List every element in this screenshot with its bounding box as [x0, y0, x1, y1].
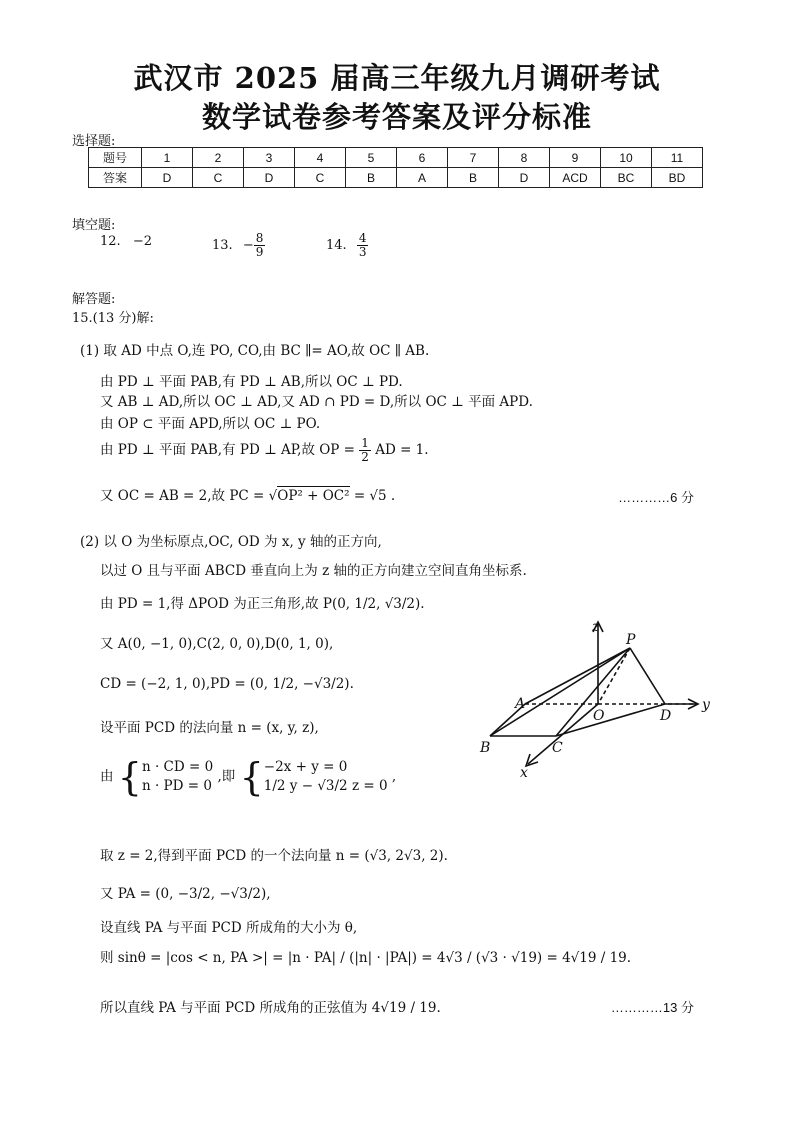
solution-line: 又 PA = (0, −3/2, −√3/2), [100, 886, 271, 902]
fill-answer-12 [100, 234, 152, 249]
question-number: 13. [212, 238, 233, 253]
line-text: 又 OC = AB = 2,故 PC = [100, 488, 265, 504]
table-cell: A [397, 168, 448, 188]
solution-line: (1) 取 AD 中点 O,连 PO, CO,由 BC ∥= AO,故 OC ∥ AB. [80, 343, 430, 359]
line-text: ,即 [217, 768, 236, 785]
edge-PD [630, 648, 665, 704]
solution-line: 取 z = 2,得到平面 PCD 的一个法向量 n = (√3, 2√3, 2). [100, 848, 448, 864]
label-y: y [702, 697, 710, 713]
sqrt-sign: √ [268, 488, 278, 504]
solution-line: 则 sinθ = |cos < n, PA >| = |n · PA| / (|n| · |PA|) = 4√3 / (√3 · √19) = 4√19 / 19. [100, 950, 632, 966]
question-15-heading: 15.(13 分)解: [72, 311, 154, 326]
choice-section-label: 选择题: [72, 134, 116, 149]
label-C: C [552, 740, 563, 756]
solution-line: 又 A(0, −1, 0),C(2, 0, 0),D(0, 1, 0), [100, 636, 334, 652]
fraction-denominator: 9 [255, 245, 264, 259]
fraction-numerator: 8 [255, 231, 264, 245]
edge-CD [556, 704, 665, 736]
brace: { [117, 755, 142, 799]
equation: n · CD = 0 [141, 759, 214, 775]
table-cell: 3 [244, 148, 295, 168]
table-cell: 9 [550, 148, 601, 168]
equation: n · PD = 0 [141, 778, 212, 794]
line-text: 由 PD ⊥ 平面 PAB,有 PD ⊥ AP,故 OP = [100, 442, 355, 458]
fill-answer-13 [212, 232, 265, 259]
solution-line: (2) 以 O 为坐标原点,OC, OD 为 x, y 轴的正方向, [80, 534, 382, 550]
table-cell: BD [652, 168, 703, 188]
equation-system [142, 758, 213, 796]
table-cell: 7 [448, 148, 499, 168]
sqrt-radicand: OP² + OC² [277, 488, 350, 504]
solution-line: 由 OP ⊂ 平面 APD,所以 OC ⊥ PO. [100, 416, 321, 432]
geometry-figure [470, 612, 720, 787]
fraction-denominator: 3 [358, 245, 367, 259]
fill-answer-14 [326, 232, 368, 259]
table-cell: D [142, 168, 193, 188]
solution-line: 设直线 PA 与平面 PCD 所成角的大小为 θ, [100, 920, 358, 936]
label-D: D [660, 708, 672, 724]
brace: { [239, 755, 264, 799]
table-cell: B [346, 168, 397, 188]
edge-PA [525, 648, 630, 704]
choice-answer-table [88, 147, 703, 188]
label-B: B [480, 740, 491, 756]
label-x: x [520, 765, 528, 781]
score-marker: …………13 分 [610, 1000, 694, 1015]
line-text: = √5 . [353, 488, 396, 504]
solution-line: 所以直线 PA 与平面 PCD 所成角的正弦值为 4√19 / 19. [100, 1000, 441, 1016]
table-cell: C [295, 168, 346, 188]
table-cell: B [448, 168, 499, 188]
label-A: A [515, 696, 526, 712]
table-cell: 8 [499, 148, 550, 168]
solution-line: CD = (−2, 1, 0),PD = (0, 1/2, −√3/2). [100, 676, 354, 692]
solution-line [100, 484, 395, 504]
answer-value: −2 [132, 234, 152, 249]
line-text: , [391, 768, 397, 785]
table-cell: D [244, 168, 295, 188]
label-O: O [593, 708, 605, 724]
table-row-answers [89, 168, 703, 188]
table-header-cell: 题号 [89, 148, 142, 168]
solution-line: 设平面 PCD 的法向量 n = (x, y, z), [100, 720, 319, 736]
table-cell: C [193, 168, 244, 188]
table-cell: 10 [601, 148, 652, 168]
page-title: 武汉市 2025 届高三年级九月调研考试 [133, 61, 661, 95]
equation-system [264, 758, 388, 796]
table-row-numbers [89, 148, 703, 168]
fraction-numerator: 1 [361, 436, 369, 450]
fraction [359, 437, 371, 464]
table-cell: 2 [193, 148, 244, 168]
solution-line-system [100, 755, 397, 799]
solution-line: 以过 O 且与平面 ABCD 垂直向上为 z 轴的正方向建立空间直角坐标系. [100, 563, 527, 579]
table-cell: 6 [397, 148, 448, 168]
line-text: 由 [100, 768, 114, 785]
table-cell: 11 [652, 148, 703, 168]
solution-line: 由 PD = 1,得 ΔPOD 为正三角形,故 P(0, 1/2, √3/2). [100, 596, 425, 612]
table-cell: BC [601, 168, 652, 188]
answer-sign: − [242, 238, 254, 253]
label-P: P [626, 632, 636, 648]
score-marker: …………6 分 [618, 490, 694, 505]
solve-section-label: 解答题: [72, 292, 116, 307]
solution-line [100, 437, 429, 464]
equation: 1/2 y − √3/2 z = 0 [263, 778, 388, 794]
edge-PB [490, 648, 630, 736]
fraction [357, 232, 369, 259]
equation: −2x + y = 0 [263, 759, 348, 775]
fill-section-label: 填空题: [72, 218, 116, 233]
table-cell: 5 [346, 148, 397, 168]
fraction-numerator: 4 [358, 231, 367, 245]
line-text: AD = 1. [375, 442, 429, 458]
table-cell: D [499, 168, 550, 188]
table-cell: 4 [295, 148, 346, 168]
table-cell: 1 [142, 148, 193, 168]
fraction-denominator: 2 [361, 450, 369, 464]
page-subtitle: 数学试卷参考答案及评分标准 [201, 100, 592, 134]
table-header-cell: 答案 [89, 168, 142, 188]
label-z: z [592, 619, 600, 635]
question-number: 12. [100, 234, 121, 249]
table-cell: ACD [550, 168, 601, 188]
fraction [254, 232, 266, 259]
solution-line: 由 PD ⊥ 平面 PAB,有 PD ⊥ AB,所以 OC ⊥ PD. [100, 374, 403, 390]
solution-line: 又 AB ⊥ AD,所以 OC ⊥ AD,又 AD ∩ PD = D,所以 OC ⊥ 平面 APD. [100, 394, 533, 410]
question-number: 14. [326, 238, 347, 253]
